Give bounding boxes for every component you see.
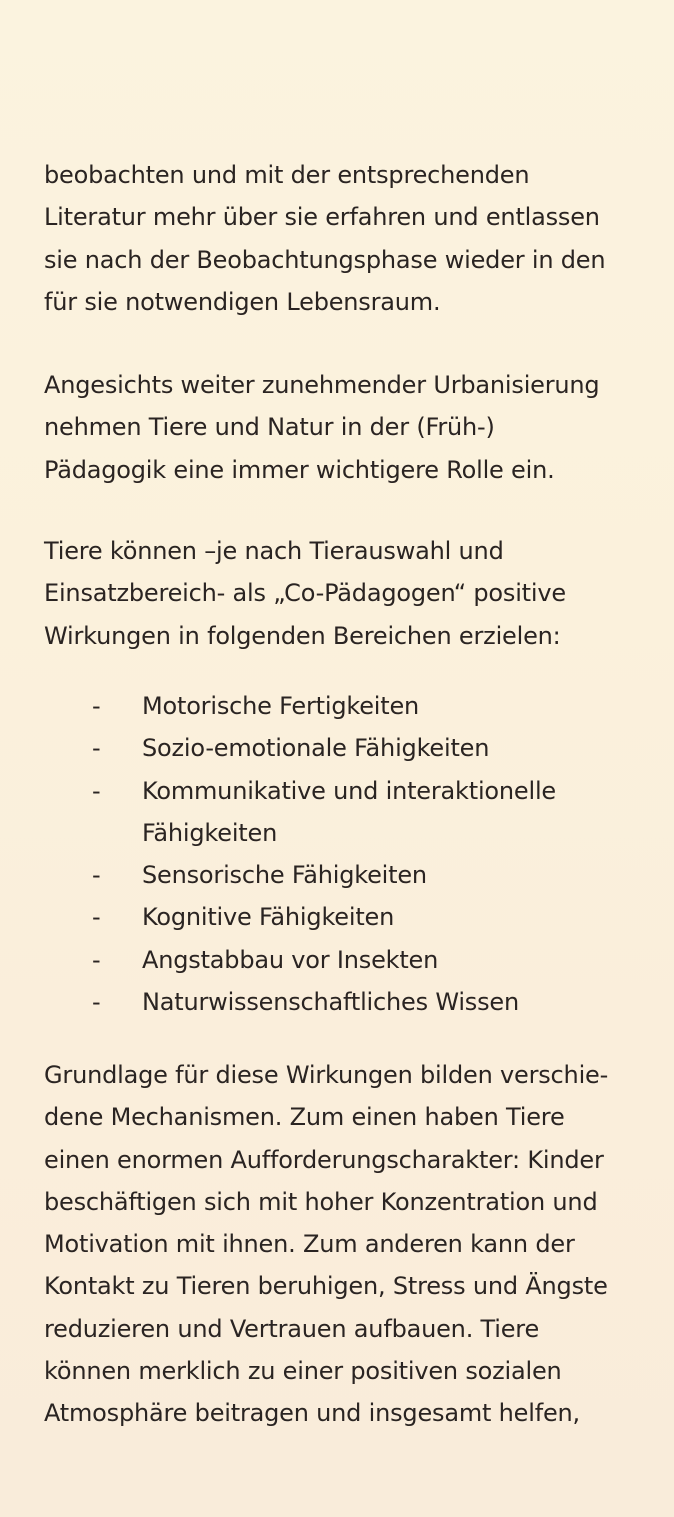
list-item: [44, 770, 644, 855]
text-line: einen enormen Aufforderungscharakter: Kinder: [44, 1145, 604, 1174]
text-line: reduzieren und Vertrauen aufbauen. Tiere: [44, 1314, 540, 1343]
list-item: [44, 854, 644, 896]
text-line: dene Mechanismen. Zum einen haben Tiere: [44, 1103, 565, 1132]
text-line: Kontakt zu Tieren beruhigen, Stress und Ängste: [44, 1272, 608, 1301]
effects-list: [44, 685, 644, 1023]
list-item: [44, 685, 644, 727]
list-dash: -: [92, 692, 101, 720]
text-line: können merklich zu einer positiven sozialen: [44, 1357, 562, 1386]
list-item-text: Naturwissenschaftliches Wissen: [142, 988, 519, 1017]
paragraph-observation: [44, 154, 644, 323]
paragraph-urbanization: [44, 364, 644, 491]
list-item-text: Sozio-emotionale Fähigkeiten: [142, 734, 490, 763]
text-line: Angesichts weiter zunehmender Urbanisierung: [44, 371, 600, 399]
text-line: beschäftigen sich mit hoher Konzentration und: [44, 1187, 598, 1216]
list-item-text: Sensorische Fähigkeiten: [142, 861, 427, 890]
list-item: [44, 981, 644, 1023]
text-line: Einsatzbereich- als „Co-Pädagogen“ positive: [44, 579, 566, 608]
text-line: beobachten und mit der entsprechenden: [44, 161, 530, 189]
list-dash: -: [92, 861, 101, 890]
list-item: [44, 727, 644, 769]
paragraph-co-educators: [44, 530, 644, 657]
list-dash: -: [92, 945, 101, 974]
list-dash: -: [92, 988, 101, 1017]
text-line: Wirkungen in folgenden Bereichen erzielen:: [44, 621, 561, 650]
paragraph-mechanisms: [44, 1054, 644, 1435]
text-line: Motivation mit ihnen. Zum anderen kann der: [44, 1230, 575, 1259]
text-line: Grundlage für diese Wirkungen bilden verschie-: [44, 1061, 609, 1089]
list-item: [44, 939, 644, 981]
list-item-text: Fähigkeiten: [142, 818, 278, 847]
text-line: sie nach der Beobachtungsphase wieder in den: [44, 245, 606, 274]
list-dash: -: [92, 903, 101, 932]
text-line: Literatur mehr über sie erfahren und entlassen: [44, 203, 600, 232]
list-item-text: Angstabbau vor Insekten: [142, 945, 439, 974]
list-dash: -: [92, 776, 101, 805]
text-line: Tiere können –je nach Tierauswahl und: [44, 537, 504, 565]
text-line: Atmosphäre beitragen und insgesamt helfen,: [44, 1399, 580, 1428]
text-line: nehmen Tiere und Natur in der (Früh-): [44, 413, 495, 442]
list-item: [44, 896, 644, 938]
list-item-text: Kommunikative und interaktionelle: [142, 776, 556, 805]
text-line: für sie notwendigen Lebensraum.: [44, 287, 441, 316]
list-dash: -: [92, 734, 101, 763]
text-line: Pädagogik eine immer wichtigere Rolle ein.: [44, 455, 555, 484]
list-item-text: Kognitive Fähigkeiten: [142, 903, 395, 932]
list-item-text: Motorische Fertigkeiten: [142, 692, 420, 720]
